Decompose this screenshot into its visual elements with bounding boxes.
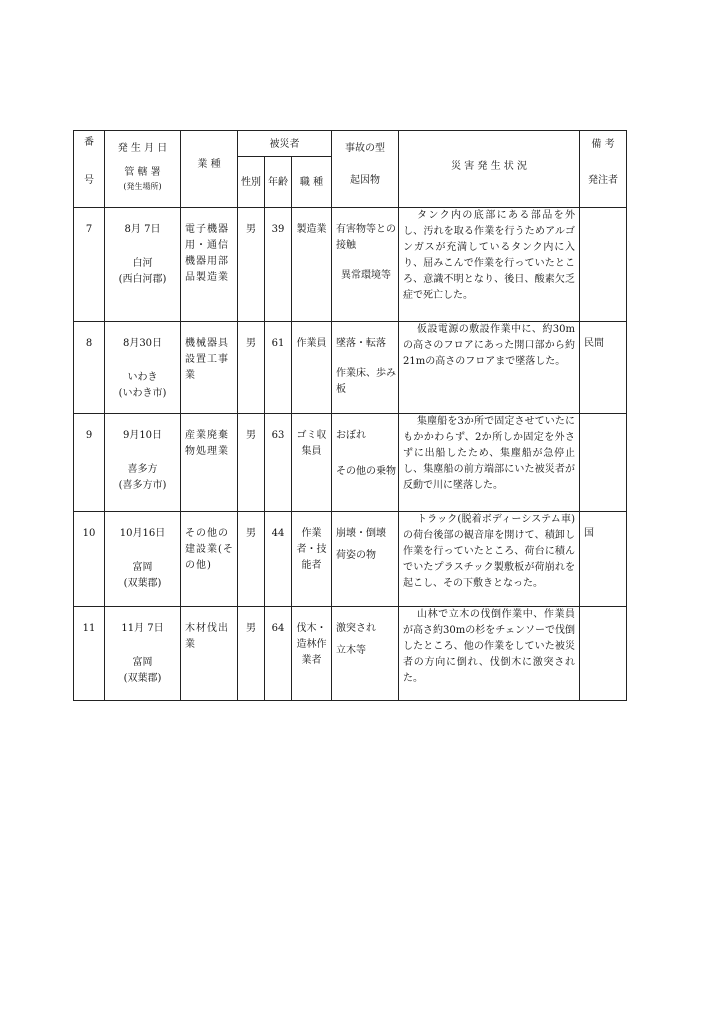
row-type	[332, 322, 399, 414]
row-remarks: 民間	[580, 322, 627, 414]
situation-text: 山林で立木の伐倒作業中、作業員が高さ約30mの杉をチェンソーで伐倒したところ、他の作業をしていた被災者の方向に倒れ、伐倒木に激突された。	[403, 609, 576, 684]
situation-text: タンク内の底部にある部品を外し、汚れを取る作業を行うためアルゴンガスが充満しているタンク内に入り、屈みこんで作業を行っていたところ、意識不明となり、後日、酸素欠乏症で死亡した。	[403, 210, 576, 301]
row-situation	[399, 208, 580, 322]
row-situation	[399, 322, 580, 414]
table-row	[74, 322, 627, 414]
header-row-1	[74, 131, 627, 157]
place-name: (いわき市)	[118, 388, 167, 399]
header-sex-label: 性別	[241, 177, 261, 188]
row-sex: 男	[238, 512, 265, 607]
header-situation	[399, 131, 580, 208]
row-number: 8	[74, 322, 105, 414]
header-sex	[238, 157, 265, 208]
place-name: (西白河郡)	[118, 274, 167, 285]
row-date	[105, 512, 181, 607]
row-industry: 機械器具設置工事業	[181, 322, 238, 414]
header-industry	[181, 131, 238, 208]
header-age-label: 年齢	[268, 177, 288, 188]
row-number: 7	[74, 208, 105, 322]
row-sex: 男	[238, 414, 265, 512]
office-name: 喜多方	[127, 464, 158, 475]
situation-text: 集塵船を3か所で固定させていたにもかかわらず、2か所しか固定を外さずに出船したため、集塵船が急停止し、集塵船の前方端部にいた被災者が反動で川に墜落した。	[403, 416, 576, 491]
date-text: 8月30日	[122, 338, 163, 349]
row-type	[332, 512, 399, 607]
row-number: 10	[74, 512, 105, 607]
header-client: 発注者	[588, 175, 619, 186]
accident-cause: 荷姿の物	[336, 550, 377, 561]
date-text: 10月16日	[119, 528, 166, 539]
accident-type: 墜落・転落	[336, 338, 387, 349]
header-number	[74, 131, 105, 208]
accident-cause: 立木等	[336, 645, 367, 656]
accident-type: 激突され	[336, 623, 377, 634]
header-type-top: 事故の型	[345, 143, 386, 154]
table-row	[74, 414, 627, 512]
header-date	[105, 131, 181, 208]
accident-cause: 作業床、歩み板	[336, 368, 397, 395]
row-age: 63	[265, 414, 292, 512]
situation-text: トラック(脱着ボディーシステム車)の荷台後部の観音扉を開けて、積卸し作業を行っていたところ、荷台に積んでいたプラスチック製敷板が荷崩れを起こし、その下敷きとなった。	[403, 514, 576, 589]
row-job: 作業者・技能者	[292, 512, 332, 607]
row-job: ゴミ収集員	[292, 414, 332, 512]
row-industry: 木材伐出業	[181, 607, 238, 701]
row-number: 11	[74, 607, 105, 701]
accident-type: 有害物等との接触	[336, 224, 397, 251]
header-job	[292, 157, 332, 208]
header-job-label: 職 種	[299, 177, 324, 188]
header-remarks	[580, 131, 627, 208]
row-situation	[399, 607, 580, 701]
row-date	[105, 208, 181, 322]
row-date	[105, 607, 181, 701]
header-office: 管 轄 署	[124, 167, 161, 178]
row-type	[332, 607, 399, 701]
office-name: 富岡	[132, 562, 153, 573]
header-industry-label: 業 種	[197, 159, 221, 170]
date-text: 9月10日	[122, 430, 163, 441]
row-type	[332, 208, 399, 322]
accident-cause: 異常環境等	[341, 270, 392, 281]
header-victim	[238, 131, 332, 157]
header-type	[332, 131, 399, 208]
table-row	[74, 607, 627, 701]
row-remarks	[580, 208, 627, 322]
header-cause: 起因物	[350, 175, 381, 186]
row-date	[105, 414, 181, 512]
table-row	[74, 208, 627, 322]
row-age: 44	[265, 512, 292, 607]
row-remarks	[580, 607, 627, 701]
row-age: 64	[265, 607, 292, 701]
row-sex: 男	[238, 208, 265, 322]
table-row	[74, 512, 627, 607]
row-situation	[399, 512, 580, 607]
header-place: (発生場所)	[123, 182, 162, 191]
row-job: 作業員	[292, 322, 332, 414]
accident-type: 崩壊・倒壊	[336, 528, 387, 539]
office-name: いわき	[127, 372, 158, 383]
office-name: 富岡	[132, 657, 153, 668]
header-number-bottom: 号	[84, 175, 94, 186]
accident-table	[73, 130, 627, 701]
date-text: 8月 7日	[124, 224, 161, 235]
row-age: 61	[265, 322, 292, 414]
row-type	[332, 414, 399, 512]
row-job: 伐木・造林作業者	[292, 607, 332, 701]
row-remarks: 国	[580, 512, 627, 607]
place-name: (双葉郡)	[123, 578, 162, 589]
date-text: 11月 7日	[121, 623, 164, 634]
header-remarks-top: 備 考	[591, 139, 615, 150]
office-name: 白河	[132, 258, 153, 269]
row-age: 39	[265, 208, 292, 322]
accident-cause: その他の乗物	[336, 466, 397, 477]
header-number-top: 番	[84, 137, 94, 148]
row-number: 9	[74, 414, 105, 512]
header-date-top: 発 生 月 日	[117, 143, 168, 154]
row-industry: 電子機器用・通信機器用部品製造業	[181, 208, 238, 322]
row-date	[105, 322, 181, 414]
accident-type: おぼれ	[336, 430, 367, 441]
row-industry: 産業廃棄物処理業	[181, 414, 238, 512]
place-name: (喜多方市)	[118, 480, 167, 491]
row-sex: 男	[238, 607, 265, 701]
header-situation-label: 災 害 発 生 状 況	[451, 161, 527, 172]
header-age	[265, 157, 292, 208]
row-situation	[399, 414, 580, 512]
row-sex: 男	[238, 322, 265, 414]
row-job: 製造業	[292, 208, 332, 322]
row-remarks	[580, 414, 627, 512]
header-victim-label: 被災者	[269, 139, 300, 150]
situation-text: 仮設電源の敷設作業中に、約30mの高さのフロアにあった開口部から約21mの高さのフロアまで墜落した。	[403, 324, 576, 367]
row-industry: その他の建設業(その他)	[181, 512, 238, 607]
place-name: (双葉郡)	[123, 673, 162, 684]
